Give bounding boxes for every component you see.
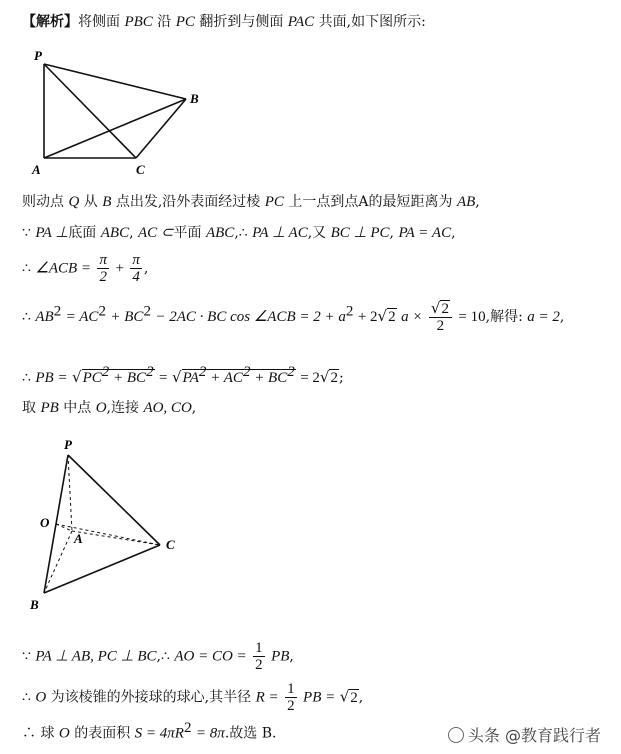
fraction-pi-4: $\frac{\pi}{4}$ [132, 252, 140, 285]
label-P: P [34, 48, 42, 63]
label-C2: C [166, 537, 175, 552]
fraction-half: $\frac{1}{2}$ [255, 640, 263, 673]
surface-area-line: ∴ 球 O 的表面积 $S = 4\pi R^2 = 8\pi$.故选 B. [22, 720, 277, 742]
midpoint-line: 取 PB 中点 O,连接 AO, CO, [22, 400, 197, 416]
label-A2: A [74, 531, 83, 546]
label-C: C [136, 162, 145, 177]
pyramid-figure [26, 435, 196, 615]
label-P2: P [64, 437, 72, 452]
perpendicular-line: ∵ PA ⊥底面 ABC, AC ⊂平面 ABC,∴ PA ⊥ AC,又 BC ⊥ PC, PA = AC, [22, 225, 456, 241]
angle-line: ∴ ∠ACB = $\frac{\pi}{2}$ + $\frac{\pi}{4}$ , [22, 252, 149, 285]
cosine-law-line: ∴ $AB^2 = AC^2 + BC^2 - 2AC$ · BC cos ∠ACB = $2 + a^2 + 2√2$ a × $\frac{√2}{2}$ = 10,解得: a = 2, [22, 299, 565, 334]
label-B2: B [30, 597, 39, 612]
pb-length-line: ∴ PB = $√PC^2 + BC^2 = √PA^2 + AC^2 + BC^2 = 2√2$; [22, 364, 344, 386]
fraction-half-2: $\frac{1}{2}$ [287, 681, 295, 714]
label-B: B [190, 91, 199, 106]
intro-line: 【解析】将侧面 PBC 沿 PC 翻折到与侧面 PAC 共面,如下图所示: [22, 14, 426, 30]
sphere-center-line: ∴ O 为该棱锥的外接球的球心,其半径 R = $\frac{1}{2}$ PB = √2, [22, 681, 364, 714]
label-O: O [40, 515, 50, 530]
fraction-pi-2: $\frac{\pi}{2}$ [99, 252, 107, 285]
label-A: A [32, 162, 41, 177]
watermark: 头条 @教育践行者 [442, 721, 607, 748]
equal-radius-line: ∵ PA ⊥ AB, PC ⊥ BC,∴ AO = CO = $\frac{1}{2}$ PB, [22, 640, 294, 673]
shortest-path-line: 则动点 Q 从 B 点出发,沿外表面经过棱 PC 上一点到点A的最短距离为 AB, [22, 194, 480, 210]
watermark-logo-icon [448, 727, 464, 743]
fraction-root2-2: $\frac{√2}{2}$ [429, 300, 452, 334]
unfolded-figure [30, 48, 220, 183]
